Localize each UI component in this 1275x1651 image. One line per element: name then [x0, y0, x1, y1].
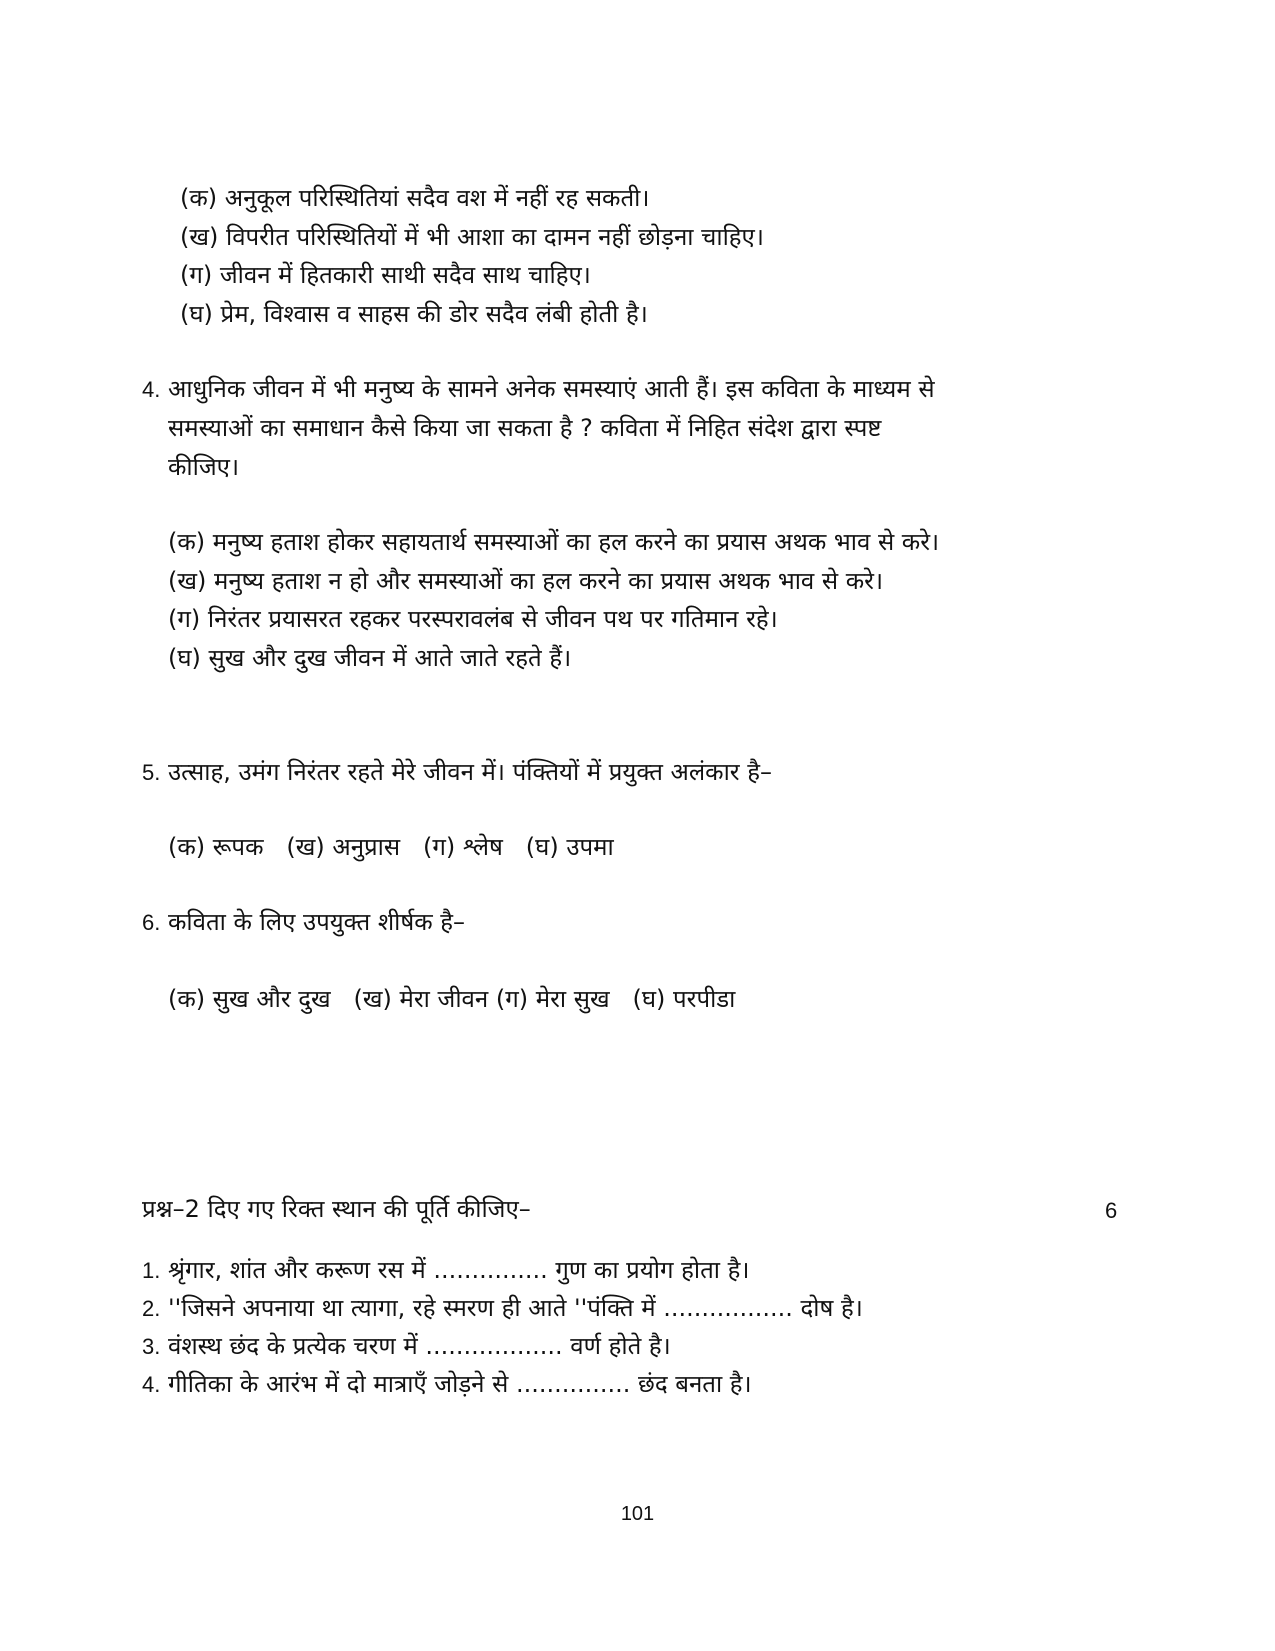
q5-number: 5. [142, 760, 161, 785]
q3-option-gha: (घ) प्रेम, विश्वास व साहस की डोर सदैव लंबी होती है। [180, 300, 648, 328]
q6-options: (क) सुख और दुख (ख) मेरा जीवन (ग) मेरा सुख (घ) परपीडा [168, 985, 736, 1013]
fill-item-text: श्रृंगार, शांत और करूण रस में ............... गुण का प्रयोग होता है। [168, 1256, 750, 1284]
q6-number: 6. [142, 910, 161, 935]
q4-text-line-3: कीजिए। [168, 453, 240, 481]
q6-text: कविता के लिए उपयुक्त शीर्षक है– [168, 908, 466, 936]
fill-item-number: 2. [142, 1296, 161, 1321]
fill-item-text: ''जिसने अपनाया था त्यागा, रहे स्मरण ही आते ''पंक्ति में ................. दोष है। [168, 1294, 863, 1322]
fill-item-number: 3. [142, 1334, 161, 1359]
q4-option-kha: (ख) मनुष्य हताश न हो और समस्याओं का हल करने का प्रयास अथक भाव से करे। [168, 567, 884, 595]
q5-question [142, 755, 772, 790]
q4-number: 4. [142, 377, 161, 402]
q4-text-line-1: आधुनिक जीवन में भी मनुष्य के सामने अनेक समस्याएं आती हैं। इस कविता के माध्यम से [168, 375, 935, 403]
section2-marks: 6 [1105, 1198, 1118, 1223]
q4-option-gha: (घ) सुख और दुख जीवन में आते जाते रहते हैं। [168, 644, 572, 672]
q4-text-line-2: समस्याओं का समाधान कैसे किया जा सकता है ? कविता में निहित संदेश द्वारा स्पष्ट [168, 414, 882, 442]
fill-item-number: 4. [142, 1372, 161, 1397]
section2-heading: प्रश्न–2 दिए गए रिक्त स्थान की पूर्ति कीजिए– [142, 1195, 531, 1223]
fill-item-number: 1. [142, 1258, 161, 1283]
fill-item-2 [142, 1291, 863, 1326]
q4-option-ka: (क) मनुष्य हताश होकर सहायतार्थ समस्याओं का हल करने का प्रयास अथक भाव से करे। [168, 528, 940, 556]
q3-option-kha: (ख) विपरीत परिस्थितियों में भी आशा का दामन नहीं छोड़ना चाहिए। [180, 223, 764, 251]
page-number: 101 [620, 1503, 655, 1525]
fill-item-text: गीतिका के आरंभ में दो मात्राएँ जोड़ने से ............... छंद बनता है। [168, 1370, 752, 1398]
q4-question [142, 372, 935, 407]
fill-item-text: वंशस्थ छंद के प्रत्येक चरण में .................. वर्ण होते है। [168, 1332, 671, 1360]
q5-options: (क) रूपक (ख) अनुप्रास (ग) श्लेष (घ) उपमा [168, 833, 614, 861]
fill-item-3 [142, 1329, 671, 1364]
fill-item-4 [142, 1367, 752, 1402]
q4-option-ga: (ग) निरंतर प्रयासरत रहकर परस्परावलंब से जीवन पथ पर गतिमान रहे। [168, 605, 778, 633]
fill-item-1 [142, 1253, 749, 1288]
q3-option-ka: (क) अनुकूल परिस्थितियां सदैव वश में नहीं रह सकती। [180, 184, 650, 212]
q6-question [142, 905, 465, 940]
q3-option-ga: (ग) जीवन में हितकारी साथी सदैव साथ चाहिए। [180, 261, 591, 289]
q5-text: उत्साह, उमंग निरंतर रहते मेरे जीवन में। पंक्तियों में प्रयुक्त अलंकार है– [168, 758, 772, 786]
